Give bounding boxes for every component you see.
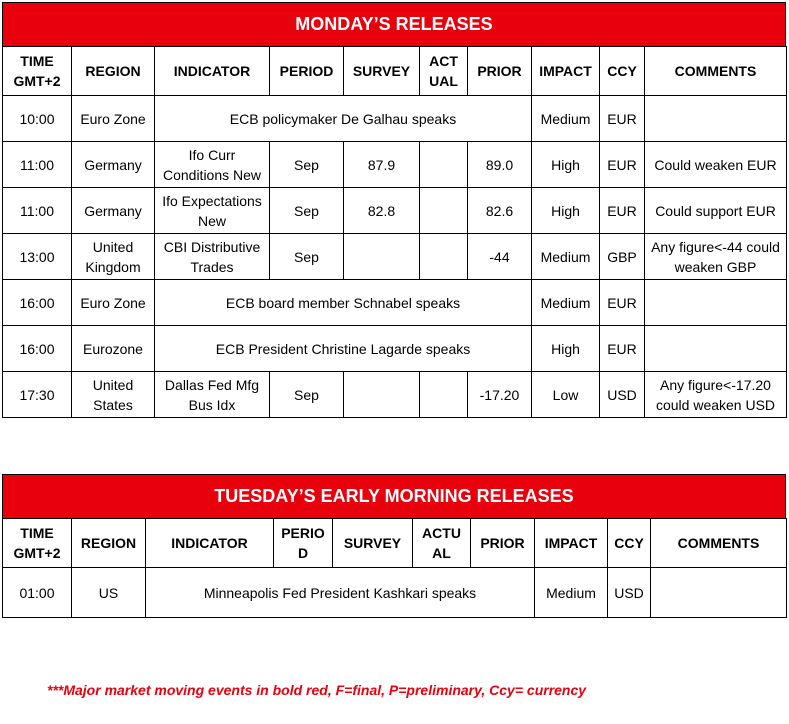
event-cell: Minneapolis Fed President Kashkari speaks	[146, 568, 535, 618]
actual-cell	[420, 234, 468, 280]
header-survey: SURVEY	[333, 519, 413, 568]
table-header-row	[3, 47, 787, 96]
period-cell: Sep	[270, 372, 344, 418]
region-cell: Eurozone	[72, 326, 155, 372]
period-cell: Sep	[270, 142, 344, 188]
comments-cell: Could weaken EUR	[645, 142, 787, 188]
comments-cell	[645, 326, 787, 372]
ccy-cell: USD	[600, 372, 645, 418]
event-cell: ECB policymaker De Galhau speaks	[155, 96, 532, 142]
time-cell: 17:30	[3, 372, 72, 418]
header-impact: IMPACT	[535, 519, 608, 568]
header-prior: PRIOR	[468, 47, 532, 96]
actual-cell	[420, 372, 468, 418]
table-row	[3, 188, 787, 234]
header-survey: SURVEY	[344, 47, 420, 96]
ccy-cell: EUR	[600, 280, 645, 326]
footnote: ***Major market moving events in bold red, F=final, P=preliminary, Ccy= currency	[47, 682, 587, 698]
impact-cell: High	[532, 326, 600, 372]
time-cell: 10:00	[3, 96, 72, 142]
actual-cell	[420, 142, 468, 188]
prior-cell: 89.0	[468, 142, 532, 188]
header-time: TIME GMT+2	[3, 519, 72, 568]
time-cell: 11:00	[3, 142, 72, 188]
actual-cell	[420, 188, 468, 234]
comments-cell: Any figure<-44 could weaken GBP	[645, 234, 787, 280]
header-time: TIME GMT+2	[3, 47, 72, 96]
time-cell: 16:00	[3, 280, 72, 326]
table-row	[3, 372, 787, 418]
survey-cell	[344, 234, 420, 280]
impact-cell: Medium	[535, 568, 608, 618]
table-row	[3, 326, 787, 372]
prior-cell: -44	[468, 234, 532, 280]
region-cell: Euro Zone	[72, 280, 155, 326]
table-row	[3, 280, 787, 326]
monday-releases-table	[2, 46, 787, 418]
header-ccy: CCY	[600, 47, 645, 96]
impact-cell: Medium	[532, 280, 600, 326]
time-cell: 01:00	[3, 568, 72, 618]
comments-cell	[645, 280, 787, 326]
header-actual: ACTU AL	[413, 519, 471, 568]
tuesday-releases-title: TUESDAY’S EARLY MORNING RELEASES	[2, 474, 786, 518]
period-cell: Sep	[270, 234, 344, 280]
header-impact: IMPACT	[532, 47, 600, 96]
comments-cell	[645, 96, 787, 142]
tuesday-releases-section	[2, 474, 786, 618]
time-cell: 16:00	[3, 326, 72, 372]
event-cell: ECB President Christine Lagarde speaks	[155, 326, 532, 372]
survey-cell	[344, 372, 420, 418]
monday-releases-section	[2, 2, 786, 418]
impact-cell: Low	[532, 372, 600, 418]
indicator-cell: Ifo Expectations New	[155, 188, 270, 234]
table-row	[3, 234, 787, 280]
prior-cell: -17.20	[468, 372, 532, 418]
impact-cell: High	[532, 142, 600, 188]
header-comments: COMMENTS	[651, 519, 787, 568]
impact-cell: High	[532, 188, 600, 234]
prior-cell: 82.6	[468, 188, 532, 234]
time-cell: 11:00	[3, 188, 72, 234]
header-period: PERIOD	[270, 47, 344, 96]
indicator-cell: Dallas Fed Mfg Bus Idx	[155, 372, 270, 418]
time-cell: 13:00	[3, 234, 72, 280]
region-cell: Germany	[72, 142, 155, 188]
header-ccy: CCY	[608, 519, 651, 568]
header-period: PERIO D	[274, 519, 333, 568]
table-row	[3, 96, 787, 142]
table-row	[3, 142, 787, 188]
indicator-cell: CBI Distributive Trades	[155, 234, 270, 280]
ccy-cell: EUR	[600, 188, 645, 234]
ccy-cell: GBP	[600, 234, 645, 280]
ccy-cell: EUR	[600, 96, 645, 142]
header-prior: PRIOR	[471, 519, 535, 568]
survey-cell: 87.9	[344, 142, 420, 188]
impact-cell: Medium	[532, 234, 600, 280]
period-cell: Sep	[270, 188, 344, 234]
comments-cell: Any figure<-17.20 could weaken USD	[645, 372, 787, 418]
region-cell: Germany	[72, 188, 155, 234]
header-comments: COMMENTS	[645, 47, 787, 96]
region-cell: United States	[72, 372, 155, 418]
header-indicator: INDICATOR	[146, 519, 274, 568]
header-actual: ACT UAL	[420, 47, 468, 96]
comments-cell	[651, 568, 787, 618]
impact-cell: Medium	[532, 96, 600, 142]
event-cell: ECB board member Schnabel speaks	[155, 280, 532, 326]
tuesday-releases-table	[2, 518, 787, 618]
header-region: REGION	[72, 519, 146, 568]
monday-releases-title: MONDAY’S RELEASES	[2, 2, 786, 46]
table-row	[3, 568, 787, 618]
region-cell: United Kingdom	[72, 234, 155, 280]
ccy-cell: EUR	[600, 326, 645, 372]
survey-cell: 82.8	[344, 188, 420, 234]
indicator-cell: Ifo Curr Conditions New	[155, 142, 270, 188]
region-cell: US	[72, 568, 146, 618]
region-cell: Euro Zone	[72, 96, 155, 142]
ccy-cell: USD	[608, 568, 651, 618]
comments-cell: Could support EUR	[645, 188, 787, 234]
header-indicator: INDICATOR	[155, 47, 270, 96]
header-region: REGION	[72, 47, 155, 96]
table-header-row	[3, 519, 787, 568]
ccy-cell: EUR	[600, 142, 645, 188]
